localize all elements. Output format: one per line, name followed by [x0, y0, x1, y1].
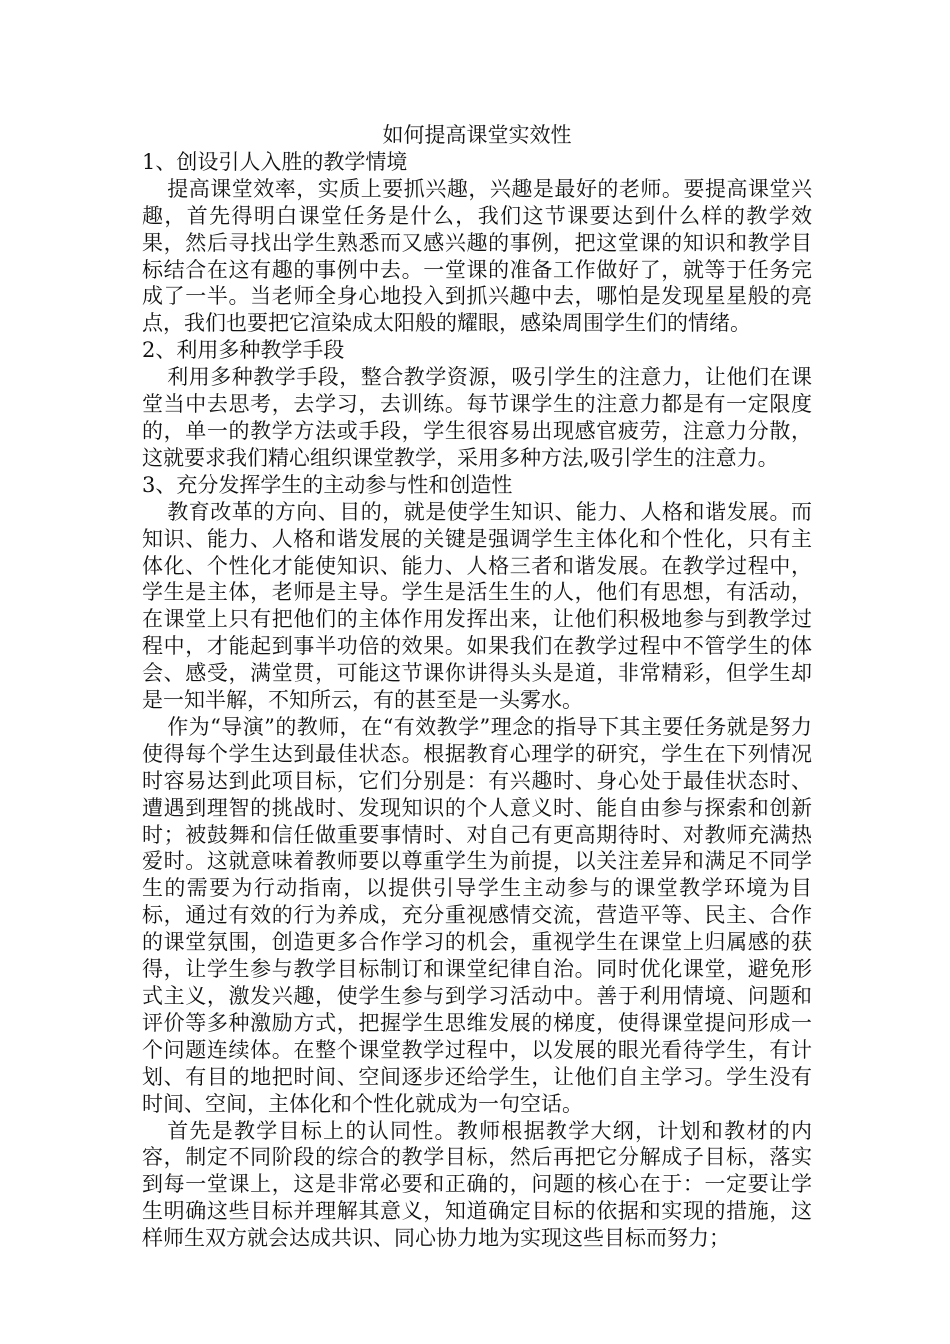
section-heading-1: 1、创设引人入胜的教学情境	[142, 149, 408, 174]
document-body	[142, 122, 812, 1252]
section-3-paragraph-2: 作为“导演”的教师，在“有效教学”理念的指导下其主要任务就是努力使得每个学生达到最佳状态。根据教育心理学的研究，学生在下列情况时容易达到此项目标，它们分别是：有兴趣时、身心处于最佳状态时、遭遇到理智的挑战时、发现知识的个人意义时、能自由参与探索和创新时；被鼓舞和信任做重要事情时、对自己有更高期待时、对教师充满热爱时。这就意味着教师要以尊重学生为前提，以关注差异和满足不同学生的需要为行动指南，以提供引导学生主动参与的课堂教学环境为目标，通过有效的行为养成，充分重视感情交流，营造平等、民主、合作的课堂氛围，创造更多合作学习的机会，重视学生在课堂上归属感的获得，让学生参与教学目标制订和课堂纪律自治。同时优化课堂，避免形式主义，激发兴趣，使学生参与到学习活动中。善于利用情境、问题和评价等多种激励方式，把握学生思维发展的梯度，使得课堂提问形成一个问题连续体。在整个课堂教学过程中，以发展的眼光看待学生，有计划、有目的地把时间、空间逐步还给学生，让他们自主学习。学生没有时间、空间，主体化和个性化就成为一句空话。	[142, 714, 812, 1116]
section-3-paragraph-3: 首先是教学目标上的认同性。教师根据教学大纲，计划和教材的内容，制定不同阶段的综合的教学目标，然后再把它分解成子目标，落实到每一堂课上，这是非常必要和正确的，问题的核心在于：一定要让学生明确这些目标并理解其意义，知道确定目标的依据和实现的措施，这样师生双方就会达成共识、同心协力地为实现这些目标而努力；	[142, 1118, 812, 1251]
section-2-paragraph-1: 利用多种教学手段，整合教学资源，吸引学生的注意力，让他们在课堂当中去思考，去学习，去训练。每节课学生的注意力都是有一定限度的，单一的教学方法或手段，学生很容易出现感官疲劳，注意力分散，这就要求我们精心组织课堂教学，采用多种方法,吸引学生的注意力。	[142, 365, 812, 470]
section-heading-2: 2、利用多种教学手段	[142, 338, 345, 363]
section-1-paragraph-1: 提高课堂效率，实质上要抓兴趣，兴趣是最好的老师。要提高课堂兴趣，首先得明白课堂任务是什么，我们这节课要达到什么样的教学效果，然后寻找出学生熟悉而又感兴趣的事例，把这堂课的知识和教学目标结合在这有趣的事例中去。一堂课的准备工作做好了，就等于任务完成了一半。当老师全身心地投入到抓兴趣中去，哪怕是发现星星般的亮点，我们也要把它渲染成太阳般的耀眼，感染周围学生们的情绪。	[142, 176, 812, 336]
section-heading-3: 3、充分发挥学生的主动参与性和创造性	[142, 472, 513, 497]
document-title: 如何提高课堂实效性	[382, 123, 572, 147]
section-3-paragraph-1: 教育改革的方向、目的，就是使学生知识、能力、人格和谐发展。而知识、能力、人格和谐发展的关键是强调学生主体化和个性化，只有主体化、个性化才能使知识、能力、人格三者和谐发展。在教学过程中，学生是主体，老师是主导。学生是活生生的人，他们有思想，有活动，在课堂上只有把他们的主体作用发挥出来，让他们积极地参与到教学过程中，才能起到事半功倍的效果。如果我们在教学过程中不管学生的体会、感受，满堂贯，可能这节课你讲得头头是道，非常精彩，但学生却是一知半解，不知所云，有的甚至是一头雾水。	[142, 499, 812, 713]
